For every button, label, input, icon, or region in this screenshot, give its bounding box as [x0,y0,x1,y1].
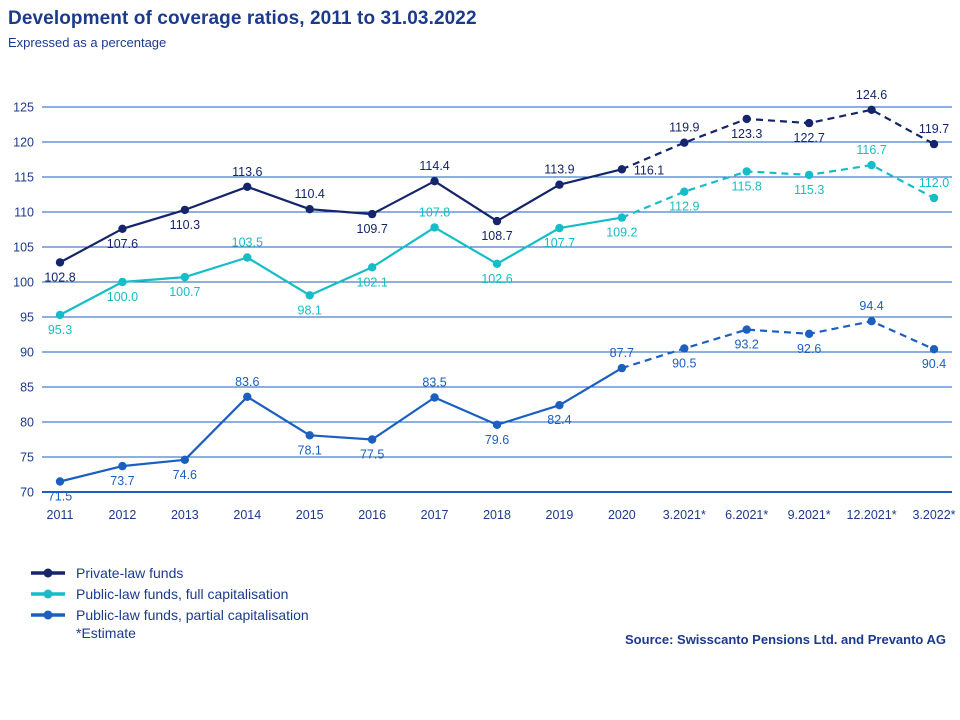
data-label: 103.5 [231,235,263,250]
y-axis-tick-label: 110 [14,205,34,220]
y-axis-tick-label: 70 [20,485,34,500]
data-label: 114.4 [419,159,450,174]
series-line-dashed-3 [622,321,934,368]
data-point [930,140,938,148]
data-label: 98.1 [297,303,322,318]
x-axis-tick-label: 3.2022* [912,508,956,520]
data-label: 119.9 [669,120,700,135]
data-point [430,223,438,231]
data-label: 109.2 [606,225,638,240]
chart-source: Source: Swisscanto Pensions Ltd. and Prevanto AG [625,632,946,647]
data-point [867,106,875,114]
data-point [867,161,875,169]
data-point [867,317,875,325]
data-label: 109.7 [356,222,388,237]
data-label: 83.6 [235,374,260,389]
data-point [618,364,626,372]
page-title: Development of coverage ratios, 2011 to 31.03.2022 [8,8,477,29]
data-point [618,165,626,173]
data-label: 102.1 [356,275,388,290]
data-point [680,344,688,352]
x-axis-tick-label: 2014 [233,508,262,520]
data-label: 77.5 [359,447,385,462]
data-point [181,206,189,214]
y-axis-tick-label: 120 [13,135,34,150]
data-point [181,273,189,281]
data-label: 112.0 [918,176,950,190]
data-label: 122.7 [793,131,825,146]
data-label: 95.3 [47,322,73,337]
data-label: 113.6 [232,164,263,179]
data-point [243,393,251,401]
data-point [56,311,64,319]
data-point [118,225,126,233]
chart-canvas [0,60,960,520]
x-axis-tick-label: 2012 [108,508,137,520]
x-axis-tick-label: 2013 [170,508,199,520]
data-point [306,291,314,299]
x-axis-tick-label: 2015 [295,508,324,520]
data-point [493,260,501,268]
data-label: 79.6 [484,432,510,447]
y-axis-tick-label: 85 [20,380,34,395]
data-point [618,213,626,221]
estimate-note: *Estimate [76,625,136,641]
data-point [118,462,126,470]
legend-item-private-law [30,562,309,583]
data-point [306,205,314,213]
data-label: 123.3 [731,126,763,141]
legend-line-private-law [30,566,66,580]
data-point [743,325,751,333]
legend-swatch-public-full [30,587,66,601]
data-point [56,258,64,266]
x-axis-tick-label: 2020 [607,508,636,520]
data-point [368,435,376,443]
data-label: 119.7 [918,122,950,137]
data-label: 94.4 [859,299,884,314]
data-label: 102.8 [44,270,76,285]
legend-swatch-public-partial [30,608,66,622]
x-axis-tick-label: 6.2021* [725,508,769,520]
data-label: 78.1 [297,443,322,458]
y-axis-tick-label: 95 [20,310,34,325]
data-point [493,217,501,225]
legend-label-public-partial: Public-law funds, partial capitalisation [76,606,309,623]
y-axis-tick-label: 80 [20,415,34,430]
data-point [493,421,501,429]
data-label: 124.6 [855,87,888,102]
x-axis-tick-label: 3.2021* [662,508,706,520]
data-label: 100.7 [169,285,201,300]
data-label: 107.6 [106,236,139,251]
data-label: 87.7 [609,346,635,361]
data-point [368,263,376,271]
x-axis-tick-label: 2011 [46,508,74,520]
data-label: 112.9 [669,199,700,214]
data-label: 100.0 [106,290,139,304]
data-label: 107.7 [543,236,576,251]
data-label: 116.7 [856,143,887,158]
series-line-dashed-1 [622,110,934,170]
data-label: 92.6 [796,341,822,356]
data-label: 90.5 [672,356,697,371]
data-point [243,253,251,261]
legend-swatch-private-law [30,566,66,580]
x-axis-tick-label: 2019 [545,508,574,520]
data-label: 115.8 [731,179,762,194]
legend-line-public-partial [30,608,66,622]
data-label: 73.7 [110,474,135,489]
data-label: 90.4 [921,357,947,372]
y-axis-tick-label: 125 [13,100,34,115]
data-point [805,171,813,179]
data-label: 110.3 [169,217,201,232]
data-label: 82.4 [547,413,572,428]
legend-label-public-full: Public-law funds, full capitalisation [76,585,289,602]
data-label: 110.4 [294,187,325,202]
series-line-2 [60,218,622,318]
data-point [743,167,751,175]
series-line-1 [60,169,622,262]
y-axis-tick-label: 90 [20,345,34,360]
coverage-ratio-line-chart [0,60,960,520]
x-axis-tick-label: 2018 [483,508,511,520]
data-point [56,477,64,485]
y-axis-tick-label: 115 [14,170,34,185]
legend-line-public-full [30,587,66,601]
x-axis-tick-label: 2017 [420,508,449,520]
data-point [306,431,314,439]
data-point [555,401,563,409]
data-point [680,139,688,147]
data-point [743,115,751,123]
legend-item-public-full [30,583,309,604]
data-point [243,183,251,191]
x-axis-tick-label: 2016 [358,508,387,520]
data-label: 107.8 [418,205,451,220]
data-label: 113.9 [544,162,575,177]
data-label: 116.1 [633,163,665,178]
y-axis-tick-label: 100 [13,275,34,290]
data-label: 108.7 [481,229,513,244]
data-point [805,119,813,127]
series-line-3 [60,368,622,481]
x-axis-tick-label: 12.2021* [846,508,897,520]
data-label: 83.5 [422,375,447,390]
data-label: 102.6 [481,271,513,286]
x-axis-tick-label: 9.2021* [787,508,831,520]
y-axis-tick-label: 75 [20,450,34,465]
legend-label-private-law: Private-law funds [76,564,184,581]
data-point [430,393,438,401]
data-point [680,188,688,196]
data-point [930,194,938,202]
legend-item-public-partial [30,604,309,625]
data-point [555,181,563,189]
chart-legend [30,562,309,641]
data-point [805,330,813,338]
data-point [118,278,126,286]
data-label: 74.6 [172,467,198,482]
data-label: 71.5 [47,489,73,504]
y-axis-tick-label: 105 [13,240,34,255]
data-point [930,345,938,353]
data-label: 93.2 [734,337,759,352]
data-label: 115.3 [793,182,825,197]
page-subtitle: Expressed as a percentage [8,35,167,50]
data-point [430,177,438,185]
data-point [181,456,189,464]
data-point [368,210,376,218]
data-point [555,224,563,232]
